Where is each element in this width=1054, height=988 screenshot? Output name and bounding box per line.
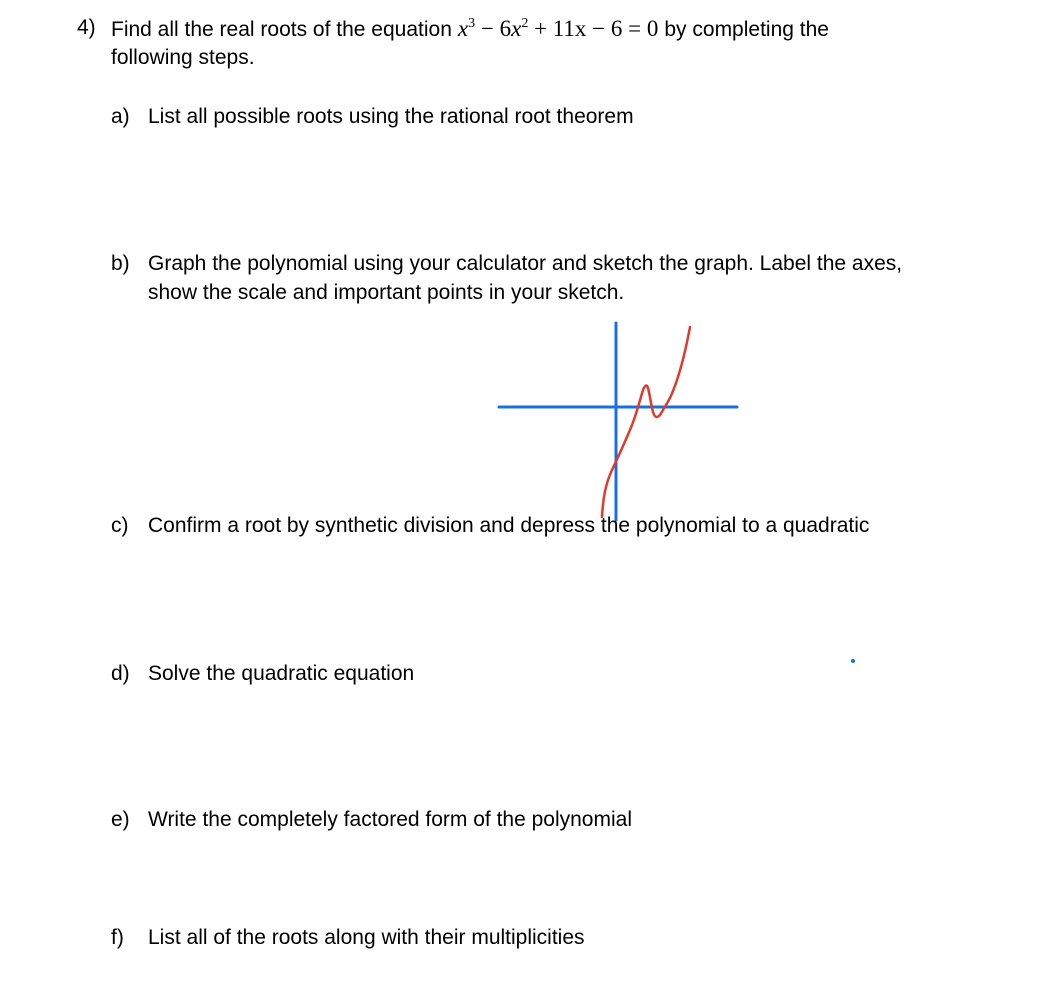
stray-dot — [851, 659, 855, 663]
part-e-text: Write the completely factored form of the polynomial — [148, 808, 632, 831]
part-d-letter: d) — [111, 662, 130, 685]
part-b-letter: b) — [111, 252, 130, 275]
cubic-equation: $x^3 - 6x^2 + 11x - 6 = 0$ — [457, 16, 659, 41]
question-number: 4) — [77, 16, 96, 39]
part-e-letter: e) — [111, 808, 130, 831]
polynomial-curve — [602, 327, 690, 517]
part-f-text: List all of the roots along with their multiplicities — [148, 926, 585, 949]
question-text-before: Find all the real roots of the equation — [111, 18, 452, 41]
part-b-text-line2: show the scale and important points in your sketch. — [148, 281, 625, 304]
question-text-after: by completing the — [664, 18, 829, 41]
question-prompt — [111, 16, 829, 42]
part-a-letter: a) — [111, 105, 130, 128]
part-c-text: Confirm a root by synthetic division and depress the polynomial to a quadratic — [148, 514, 870, 537]
part-b-text-line1: Graph the polynomial using your calculator and sketch the graph. Label the axes, — [148, 252, 903, 275]
question-prompt-line2: following steps. — [111, 46, 255, 69]
part-f-letter: f) — [111, 926, 124, 949]
part-d-text: Solve the quadratic equation — [148, 662, 415, 685]
part-c-letter: c) — [111, 514, 129, 537]
part-a-text: List all possible roots using the rational root theorem — [148, 105, 634, 128]
